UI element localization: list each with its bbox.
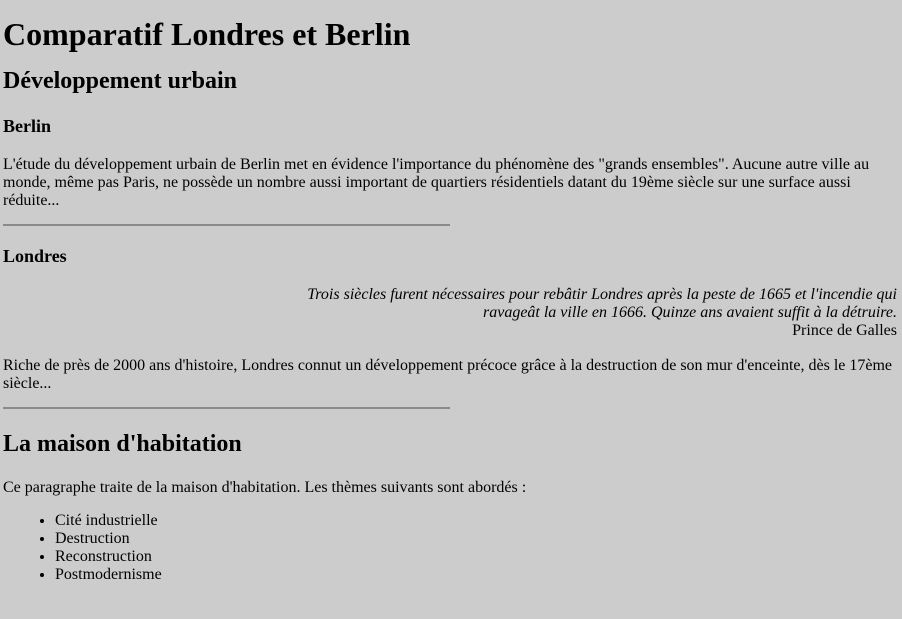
quote-text: Trois siècles furent nécessaires pour rebâtir Londres après la peste de 1665 et l'incendie qui ravageât la ville en 1666. Quinze ans avaient suffit à la détruire. — [307, 286, 897, 321]
london-paragraph: Riche de près de 2000 ans d'histoire, Londres connut un développement précoce grâce à la destruction de son mur d'enceinte, dès le 17ème siècle... — [3, 357, 893, 392]
divider-london — [3, 407, 450, 409]
section-heading-house: La maison d'habitation — [3, 431, 242, 457]
divider-berlin — [3, 224, 450, 226]
themes-list — [3, 512, 162, 584]
house-intro: Ce paragraphe traite de la maison d'habitation. Les thèmes suivants sont abordés : — [3, 479, 527, 496]
list-item: • Destruction — [55, 530, 162, 548]
subsection-heading-london: Londres — [3, 246, 67, 266]
list-item: • Reconstruction — [55, 548, 162, 566]
subsection-heading-berlin: Berlin — [3, 116, 51, 136]
list-item: • Postmodernisme — [55, 566, 162, 584]
page-title: Comparatif Londres et Berlin — [3, 16, 411, 52]
london-quote — [297, 286, 897, 340]
section-heading-urban: Développement urbain — [3, 68, 237, 94]
berlin-paragraph: L'étude du développement urbain de Berlin met en évidence l'importance du phénomène des "grands ensembles". Aucune autre ville au monde, même pas Paris, ne possède un nombre aussi important de quartiers résidentiels datant du 19ème siècle sur une surface aussi réduite... — [3, 156, 870, 209]
list-item: • Cité industrielle — [55, 512, 162, 530]
quote-author: Prince de Galles — [792, 322, 897, 339]
